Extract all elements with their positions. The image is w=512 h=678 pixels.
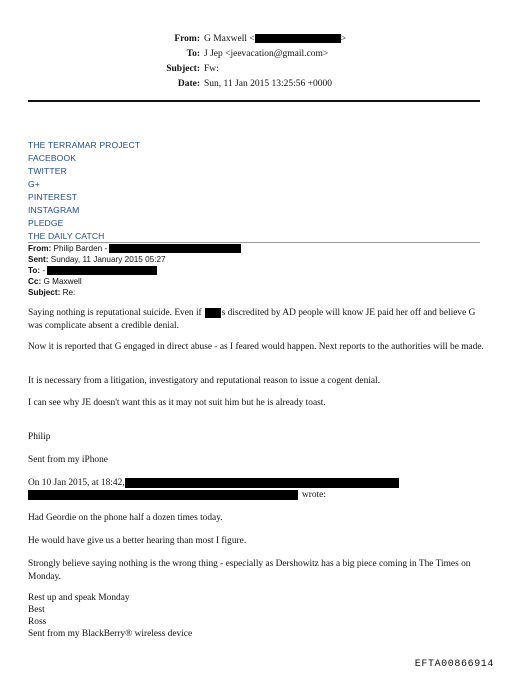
body-p1-start: Saying nothing is reputational suicide. Even if <box>28 308 202 318</box>
from-value-tail: > <box>340 34 347 44</box>
link-google-plus[interactable]: G+ <box>28 179 40 189</box>
fwd-from-label: From: <box>28 244 52 253</box>
sent-from-iphone: Sent from my iPhone <box>28 455 108 465</box>
to-label: To: <box>186 49 200 59</box>
fwd-to-line <box>28 266 157 275</box>
fwd-subject-label: Subject: <box>28 288 61 297</box>
fwd-to-value: - <box>42 266 46 275</box>
quote-intro <box>28 477 484 490</box>
redaction <box>47 266 157 275</box>
link-terramar-project[interactable]: THE TERRAMAR PROJECT <box>28 140 141 150</box>
header-rule <box>28 100 480 102</box>
quote-line-5: Best <box>28 605 45 615</box>
redaction <box>125 478 399 488</box>
to-value: J Jep <jeevacation@gmail.com> <box>204 49 329 59</box>
link-daily-catch[interactable]: THE DAILY CATCH <box>28 231 105 241</box>
from-label: From: <box>174 34 200 44</box>
fwd-from-value: Philip Barden - <box>53 244 108 253</box>
subject-value: Fw: <box>204 64 219 74</box>
quote-line-3: Strongly believe saying nothing is the wrong thing - especially as Dershowitz has a big piece coming in The Times on Monday. <box>28 559 471 582</box>
link-pledge[interactable]: PLEDGE <box>28 218 64 228</box>
document-id: EFTA00866914 <box>414 659 494 670</box>
fwd-to-label: To: <box>28 266 41 275</box>
body-paragraph-4: I can see why JE doesn't want this as it may not suit him but he is already toast. <box>28 398 326 408</box>
body-paragraph-1 <box>28 307 484 332</box>
fwd-cc-value: G Maxwell <box>43 277 82 286</box>
link-pinterest[interactable]: PINTEREST <box>28 192 78 202</box>
wrote-label: wrote: <box>302 490 326 500</box>
redaction <box>205 308 221 318</box>
quote-line-4: Rest up and speak Monday <box>28 593 130 603</box>
redaction <box>255 34 341 43</box>
quote-line-2: He would have give us a better hearing than most I figure. <box>28 536 247 546</box>
link-facebook[interactable]: FACEBOOK <box>28 153 77 163</box>
link-twitter[interactable]: TWITTER <box>28 166 67 176</box>
quote-line-7: Sent from my BlackBerry® wireless device <box>28 629 193 639</box>
redaction <box>28 490 298 500</box>
body-p1-end: s discredited by AD people will know JE paid her off and believe G was complicate absent a credible denial. <box>28 308 476 331</box>
date-label: Date: <box>177 79 200 89</box>
fwd-cc-line <box>28 277 82 286</box>
fwd-subject-value: Re: <box>62 288 76 297</box>
redaction <box>109 244 241 253</box>
from-value-text: G Maxwell < <box>204 34 255 44</box>
fwd-from-line <box>28 244 241 253</box>
subject-label: Subject: <box>166 64 200 74</box>
fwd-subject-line <box>28 288 75 297</box>
body-paragraph-2: Now it is reported that G engaged in direct abuse - as I feared would happen. Next reports to the authorities will be made. <box>28 342 484 352</box>
fwd-sent-line <box>28 255 166 264</box>
from-value <box>204 34 346 44</box>
fwd-sent-label: Sent: <box>28 255 49 264</box>
signature-name: Philip <box>28 432 51 442</box>
date-value: Sun, 11 Jan 2015 13:25:56 +0000 <box>204 79 332 89</box>
fwd-sent-value: Sunday, 11 January 2015 05:27 <box>50 255 166 264</box>
body-paragraph-3: It is necessary from a litigation, investigatory and reputational reason to issue a cogent denial. <box>28 376 380 386</box>
quote-line-1: Had Geordie on the phone half a dozen times today. <box>28 513 223 523</box>
quote-line-6: Ross <box>28 617 47 627</box>
fwd-cc-label: Cc: <box>28 277 42 286</box>
quote-intro-text: On 10 Jan 2015, at 18:42, <box>28 478 125 488</box>
link-instagram[interactable]: INSTAGRAM <box>28 205 80 215</box>
forward-rule <box>28 242 480 243</box>
